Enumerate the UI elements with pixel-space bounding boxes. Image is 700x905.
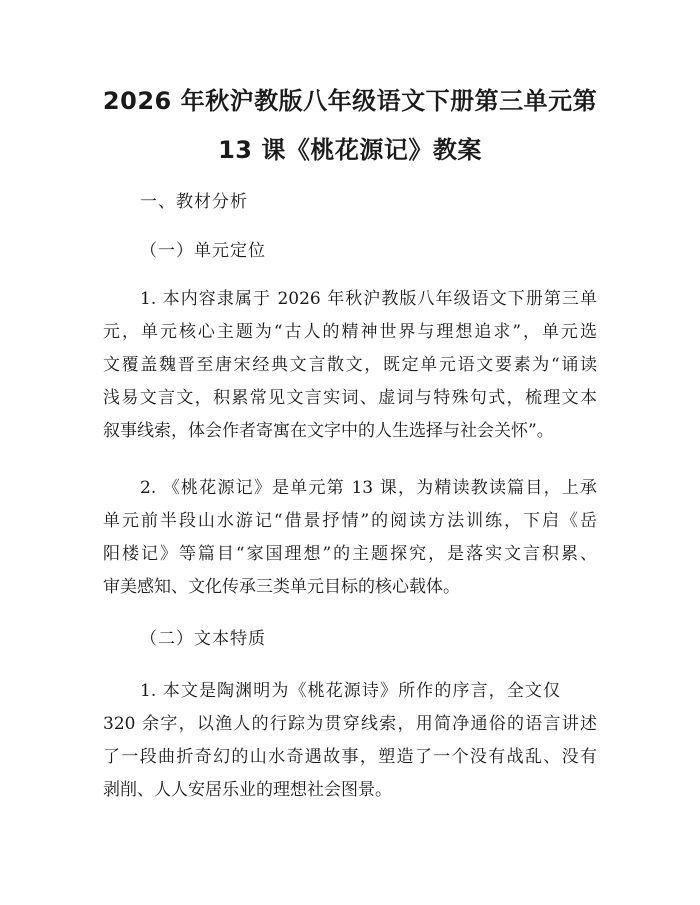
paragraph-line: 2. 《桃花源记》是单元第 13 课，为精读教读篇目，上承 <box>140 478 597 498</box>
paragraph-line: 阳楼记》等篇目“家国理想”的主题探究，是落实文言积累、 <box>103 544 597 564</box>
document-title-line-2: 13 课《桃花源记》教案 <box>218 136 482 164</box>
document-title-line-1: 2026 年秋沪教版八年级语文下册第三单元第 <box>102 87 598 115</box>
paragraph-line: 剥削、人人安居乐业的理想社会图景。 <box>103 780 392 800</box>
paragraph-line: 320 余字，以渔人的行踪为贯穿线索，用简净通俗的语言讲述 <box>103 714 597 734</box>
paragraph-line: 1. 本文是陶渊明为《桃花源诗》所作的序言，全文仅 <box>140 681 560 701</box>
paragraph-line: 叙事线索，体会作者寄寓在文字中的人生选择与社会关怀”。 <box>103 421 554 441</box>
paragraph-line: 浅易文言文，积累常见文言实词、虚词与特殊句式，梳理文本 <box>103 388 597 408</box>
paragraph-line: 审美感知、文化传承三类单元目标的核心载体。 <box>103 577 460 597</box>
subsection-heading-unit-position: （一）单元定位 <box>140 241 266 261</box>
subsection-heading-text-features: （二）文本特质 <box>140 629 266 649</box>
paragraph-line: 单元前半段山水游记“借景抒情”的阅读方法训练，下启《岳 <box>103 511 597 531</box>
paragraph-line: 1. 本内容隶属于 2026 年秋沪教版八年级语文下册第三单 <box>140 289 597 309</box>
paragraph-line: 文覆盖魏晋至唐宋经典文言散文，既定单元语文要素为“诵读 <box>103 355 597 375</box>
paragraph-line: 了一段曲折奇幻的山水奇遇故事，塑造了一个没有战乱、没有 <box>103 747 597 767</box>
section-heading-textbook-analysis: 一、教材分析 <box>140 192 248 212</box>
paragraph-line: 元，单元核心主题为“古人的精神世界与理想追求”，单元选 <box>103 322 597 342</box>
